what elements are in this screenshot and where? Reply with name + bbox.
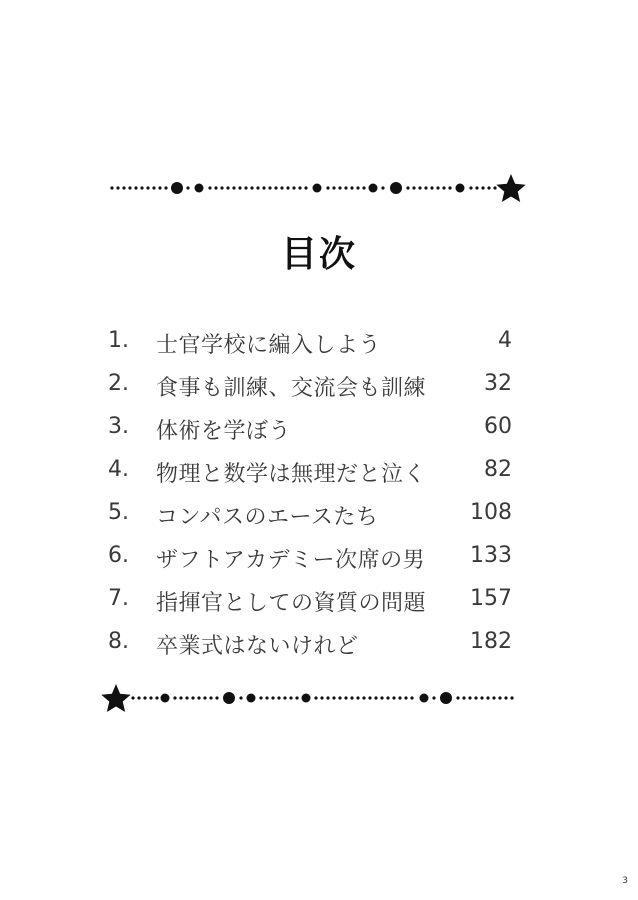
toc-entry-page: 32: [484, 371, 512, 396]
star-icon: [496, 174, 525, 202]
toc-entry-page: 157: [470, 586, 512, 611]
star-icon: [101, 684, 130, 712]
toc-entry-page: 4: [498, 328, 512, 353]
toc-entry: [104, 449, 516, 492]
toc-entry-page: 82: [484, 457, 512, 482]
page-title: 目次: [280, 234, 357, 275]
bottom-ornament-divider: [0, 678, 638, 718]
toc-entry: [104, 578, 516, 621]
toc-entry-number: 8.: [108, 629, 129, 654]
toc-entry-page: 182: [470, 629, 512, 654]
toc-entry-page: 133: [470, 543, 512, 568]
toc-entry-title: ザフトアカデミー次席の男: [156, 548, 426, 573]
toc-entry-number: 5.: [108, 500, 129, 525]
toc-entry: [104, 535, 516, 578]
toc-entry-title: 物理と数学は無理だと泣く: [156, 462, 427, 487]
toc-entry: [104, 406, 516, 449]
toc-entry-page: 60: [484, 414, 512, 439]
toc-entry-number: 7.: [108, 586, 129, 611]
toc-entry-title: コンパスのエースたち: [156, 505, 379, 530]
toc-entry-title: 指揮官としての資質の問題: [156, 591, 427, 616]
toc-entry-page: 108: [470, 500, 512, 525]
toc-entry-number: 3.: [108, 414, 129, 439]
toc-entry-title: 体術を学ぼう: [156, 419, 292, 444]
toc-entry: [104, 621, 516, 664]
table-of-contents: [104, 320, 516, 664]
toc-entry-number: 2.: [108, 371, 129, 396]
toc-entry: [104, 492, 516, 535]
toc-entry-number: 4.: [108, 457, 129, 482]
toc-entry-title: 士官学校に編入しよう: [156, 333, 382, 358]
toc-entry: [104, 363, 516, 406]
toc-entry-number: 1.: [108, 328, 129, 353]
top-ornament-divider: [0, 168, 638, 208]
toc-entry-title: 卒業式はないけれど: [156, 634, 359, 659]
toc-entry-number: 6.: [108, 543, 129, 568]
toc-entry-title: 食事も訓練、交流会も訓練: [156, 376, 427, 401]
page-number: 3: [622, 876, 628, 886]
toc-entry: [104, 320, 516, 363]
